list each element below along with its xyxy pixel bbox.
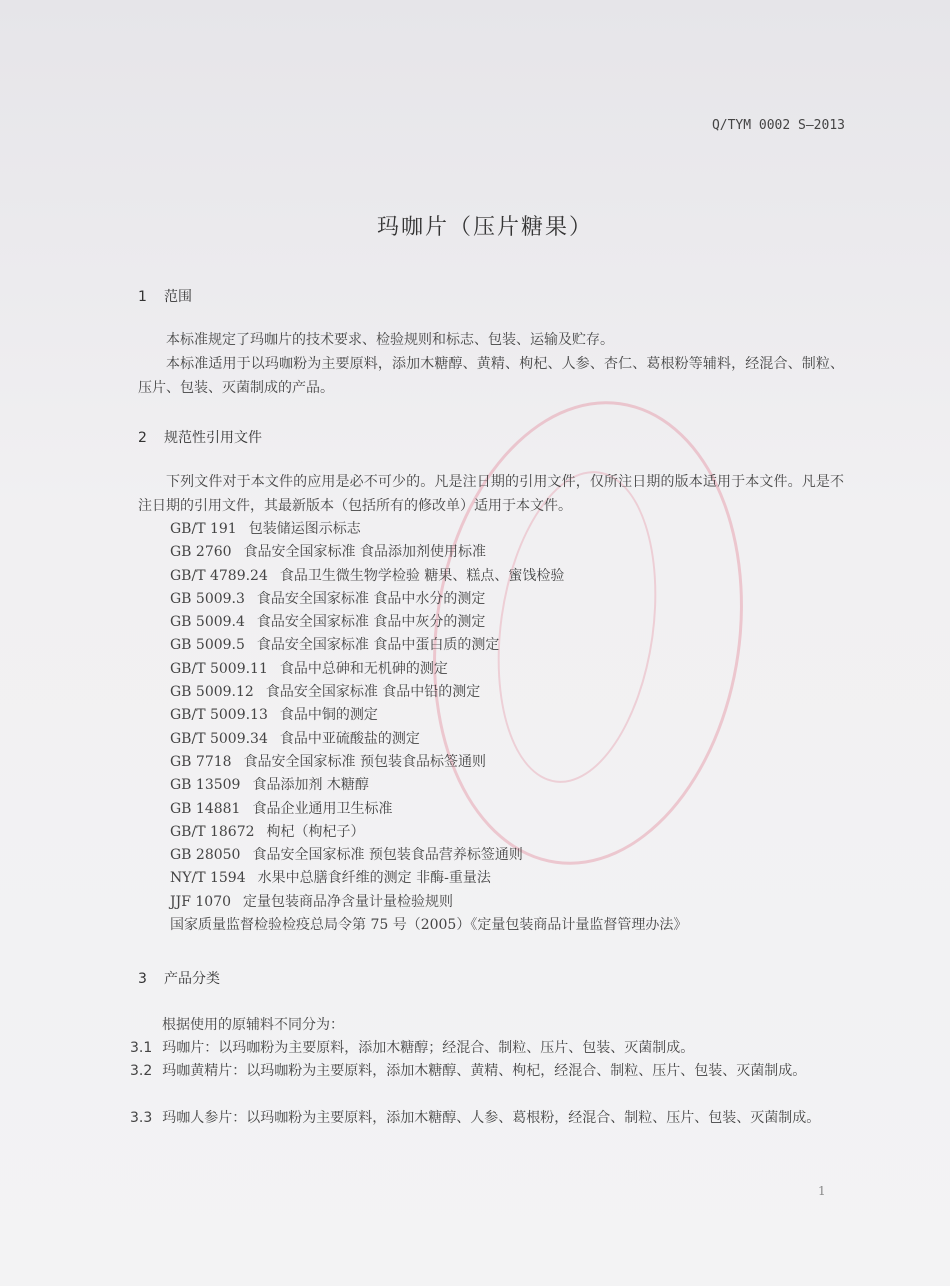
reference-item [170, 518, 687, 541]
clause-text: 玛咖黄精片：以玛咖粉为主要原料，添加木糖醇、黄精、枸杞，经混合、制粒、压片、包装、灭菌制成。 [162, 1063, 807, 1079]
section-number: 1 [138, 289, 147, 305]
reference-code: JJF 1070 [170, 893, 232, 910]
reference-item [170, 681, 687, 704]
reference-item [170, 541, 687, 564]
reference-item [170, 565, 687, 588]
reference-title: 食品卫生微生物学检验 糖果、糕点、蜜饯检验 [279, 567, 565, 584]
reference-item [170, 914, 687, 937]
reference-code: GB/T 4789.24 [170, 567, 268, 584]
document-title: 玛咖片（压片糖果） [376, 215, 593, 240]
reference-title: 水果中总膳食纤维的测定 非酶-重量法 [257, 870, 491, 887]
reference-item [170, 658, 687, 681]
clause-number: 3.3 [130, 1110, 153, 1126]
reference-title: 食品安全国家标准 食品中铅的测定 [265, 684, 481, 701]
section-title: 规范性引用文件 [164, 430, 262, 446]
reference-item [170, 844, 687, 867]
reference-item [170, 728, 687, 751]
reference-item [170, 704, 687, 727]
clause-text: 玛咖人参片：以玛咖粉为主要原料，添加木糖醇、人参、葛根粉，经混合、制粒、压片、包装、灭菌制成。 [162, 1110, 821, 1126]
scope-paragraph-2: 本标准适用于以玛咖粉为主要原料，添加木糖醇、黄精、枸杞、人参、杏仁、葛根粉等辅料，经混合、制粒、压片、包装、灭菌制成的产品。 [138, 356, 844, 396]
reference-item [170, 867, 687, 890]
reference-item [170, 611, 687, 634]
clause-3-1 [130, 1037, 844, 1060]
reference-title: 枸杞（枸杞子） [266, 823, 365, 840]
reference-item [170, 588, 687, 611]
reference-title: 食品安全国家标准 预包装食品标签通则 [243, 753, 487, 770]
clause-number: 3.2 [130, 1063, 153, 1079]
reference-title: 包装储运图示标志 [248, 521, 361, 537]
reference-code: GB 5009.4 [170, 614, 245, 631]
reference-code: GB 5009.12 [170, 684, 254, 701]
clause-3-3 [130, 1107, 844, 1130]
reference-title: 食品中亚硫酸盐的测定 [279, 730, 420, 747]
clause-3-2 [130, 1060, 844, 1083]
reference-code: GB 7718 [170, 753, 232, 770]
reference-code: GB 5009.5 [170, 637, 245, 654]
reference-code: GB/T 5009.13 [170, 707, 268, 724]
clause-number: 3.1 [130, 1040, 153, 1056]
reference-code: GB 14881 [170, 800, 241, 817]
reference-title: 食品中铜的测定 [279, 707, 378, 724]
reference-title: 食品安全国家标准 食品添加剂使用标准 [243, 544, 487, 561]
reference-code: GB/T 5009.11 [170, 660, 268, 677]
reference-title: 食品安全国家标准 食品中蛋白质的测定 [256, 637, 500, 654]
reference-title: 定量包装商品净含量计量检验规则 [243, 893, 454, 910]
reference-list [170, 518, 687, 937]
reference-code: GB 28050 [170, 847, 241, 864]
reference-code: GB 5009.3 [170, 590, 245, 607]
reference-title: 国家质量监督检验检疫总局令第 75 号（2005）《定量包装商品计量监督管理办法》 [170, 917, 688, 934]
section-number: 3 [138, 971, 147, 987]
reference-code: GB 2760 [170, 544, 232, 561]
reference-item [170, 821, 687, 844]
reference-code: GB 13509 [170, 777, 241, 794]
reference-title: 食品安全国家标准 预包装食品营养标签通则 [252, 847, 523, 864]
clause-text: 玛咖片：以玛咖粉为主要原料，添加木糖醇；经混合、制粒、压片、包装、灭菌制成。 [162, 1040, 695, 1056]
section-heading-scope [138, 286, 192, 306]
reference-code: GB/T 191 [170, 521, 237, 537]
reference-item [170, 634, 687, 657]
reference-title: 食品安全国家标准 食品中灰分的测定 [256, 614, 486, 631]
scope-paragraph-1: 本标准规定了玛咖片的技术要求、检验规则和标志、包装、运输及贮存。 [166, 332, 614, 348]
reference-item [170, 751, 687, 774]
section-heading-classification [138, 968, 220, 988]
reference-title: 食品中总砷和无机砷的测定 [279, 660, 448, 677]
section-title: 范围 [164, 289, 192, 305]
reference-code: NY/T 1594 [170, 870, 246, 887]
classification-intro: 根据使用的原辅料不同分为： [162, 1017, 344, 1033]
reference-title: 食品企业通用卫生标准 [252, 800, 393, 817]
reference-item [170, 798, 687, 821]
references-intro: 下列文件对于本文件的应用是必不可少的。凡是注日期的引用文件，仅所注日期的版本适用于本文件。凡是不注日期的引用文件，其最新版本（包括所有的修改单）适用于本文件。 [138, 474, 844, 514]
section-heading-references [138, 427, 262, 447]
reference-title: 食品安全国家标准 食品中水分的测定 [256, 590, 486, 607]
reference-title: 食品添加剂 木糖醇 [252, 777, 369, 794]
standard-code: Q/TYM 0002 S—2013 [711, 118, 845, 133]
reference-code: GB/T 18672 [170, 823, 255, 840]
reference-item [170, 774, 687, 797]
page-number: 1 [818, 1184, 826, 1198]
reference-code: GB/T 5009.34 [170, 730, 268, 747]
section-title: 产品分类 [164, 971, 220, 987]
section-number: 2 [138, 430, 147, 446]
reference-item [170, 891, 687, 914]
